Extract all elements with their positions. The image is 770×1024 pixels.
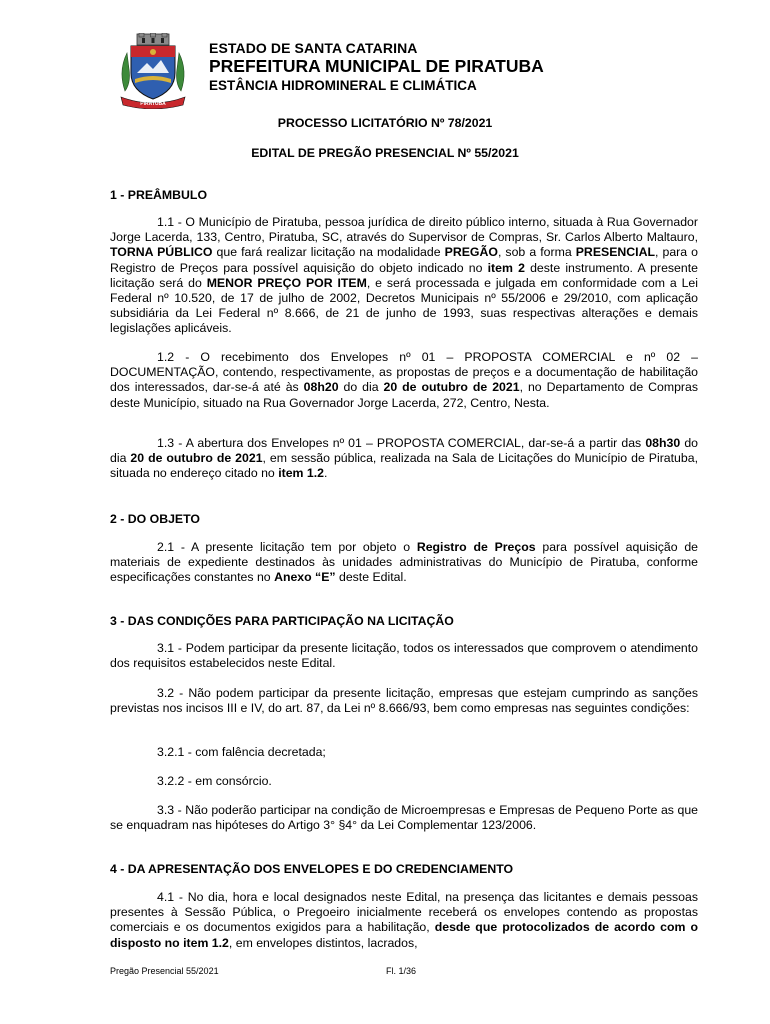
list-item-3-2-2: 3.2.2 - em consórcio. [157, 774, 272, 788]
header-state: ESTADO DE SANTA CATARINA [209, 40, 418, 56]
footer-page-number: Fl. 1/36 [386, 966, 417, 976]
paragraph-1-1: 1.1 - O Município de Piratuba, pessoa jurídica de direito público interno, situada à Rua Governador Jorge Lacerda, 133, Centro, Piratuba, SC, através do Supervisor de Compras, Sr. Carlos Alberto Maltauro, TORNA PÚBLICO que fará realizar licitação na modalidade PREGÃO, sob a forma PRESENCIAL, para o Registro de Preços para possível aquisição do objeto indicado no item 2 deste instrumento. A presente licitação será do MENOR PREÇO POR ITEM, e será processada e julgada em conformidade com a Lei Federal nº 10.520, de 17 de julho de 2002, Decretos Municipais nº 55/2006 e 29/2010, com aplicação subsidiária da Lei Federal nº 8.666, de 21 de junho de 1993, suas respectivas alterações e demais legislações aplicáveis. [110, 215, 699, 336]
section-4-heading: 4 - DA APRESENTAÇÃO DOS ENVELOPES E DO CREDENCIAMENTO [110, 862, 514, 876]
header-subtitle: ESTÂNCIA HIDROMINERAL E CLIMÁTICA [209, 78, 477, 93]
paragraph-2-1: 2.1 - A presente licitação tem por objeto o Registro de Preços para possível aquisição de materiais de expediente destinados às unidades administrativas do Município de Piratuba, conforme especificações constantes no Anexo “E” deste Edital. [110, 540, 699, 585]
section-2-heading: 2 - DO OBJETO [110, 512, 200, 526]
coat-of-arms-icon [117, 33, 189, 109]
footer-document-id: Pregão Presencial 55/2021 [110, 966, 219, 976]
section-1-heading: 1 - PREÂMBULO [110, 188, 208, 202]
paragraph-3-1: 3.1 - Podem participar da presente licitação, todos os interessados que comprovem o atendimento dos requisitos estabelecidos neste Edital. [110, 641, 698, 671]
header-prefecture: PREFEITURA MUNICIPAL DE PIRATUBA [209, 56, 544, 76]
paragraph-4-1: 4.1 - No dia, hora e local designados neste Edital, na presença das licitantes e demais pessoas presentes à Sessão Pública, o Pregoeiro inicialmente receberá os envelopes contendo as propostas comerciais e os documentos exigidos para a habilitação, desde que protocolizados de acordo com o disposto no item 1.2, em envelopes distintos, lacrados, [110, 890, 698, 950]
edital-title: EDITAL DE PREGÃO PRESENCIAL Nº 55/2021 [251, 146, 519, 160]
process-title: PROCESSO LICITATÓRIO Nº 78/2021 [277, 116, 493, 130]
list-item-3-2-1: 3.2.1 - com falência decretada; [157, 745, 326, 759]
paragraph-1-2: 1.2 - O recebimento dos Envelopes nº 01 – PROPOSTA COMERCIAL e nº 02 – DOCUMENTAÇÃO, contendo, respectivamente, as propostas de preços e a documentação de habilitação dos interessados, dar-se-á até às 08h20 do dia 20 de outubro de 2021, no Departamento de Compras deste Município, situado na Rua Governador Jorge Lacerda, 272, Centro, Nesta. [110, 350, 699, 410]
paragraph-1-3: 1.3 - A abertura dos Envelopes nº 01 – PROPOSTA COMERCIAL, dar-se-á a partir das 08h30 do dia 20 de outubro de 2021, em sessão pública, realizada na Sala de Licitações do Município de Piratuba, situada no endereço citado no item 1.2. [110, 436, 698, 481]
section-3-heading: 3 - DAS CONDIÇÕES PARA PARTICIPAÇÃO NA LICITAÇÃO [110, 614, 454, 628]
paragraph-3-2: 3.2 - Não podem participar da presente licitação, empresas que estejam cumprindo as sanções previstas nos incisos III e IV, do art. 87, da Lei nº 8.666/93, bem como empresas nas seguintes condições: [110, 686, 698, 716]
paragraph-3-3: 3.3 - Não poderão participar na condição de Microempresas e Empresas de Pequeno Porte as que se enquadram nas hipóteses do Artigo 3° §4° da Lei Complementar 123/2006. [110, 803, 698, 833]
crest-ribbon-text: PIRATUBA [140, 101, 166, 107]
